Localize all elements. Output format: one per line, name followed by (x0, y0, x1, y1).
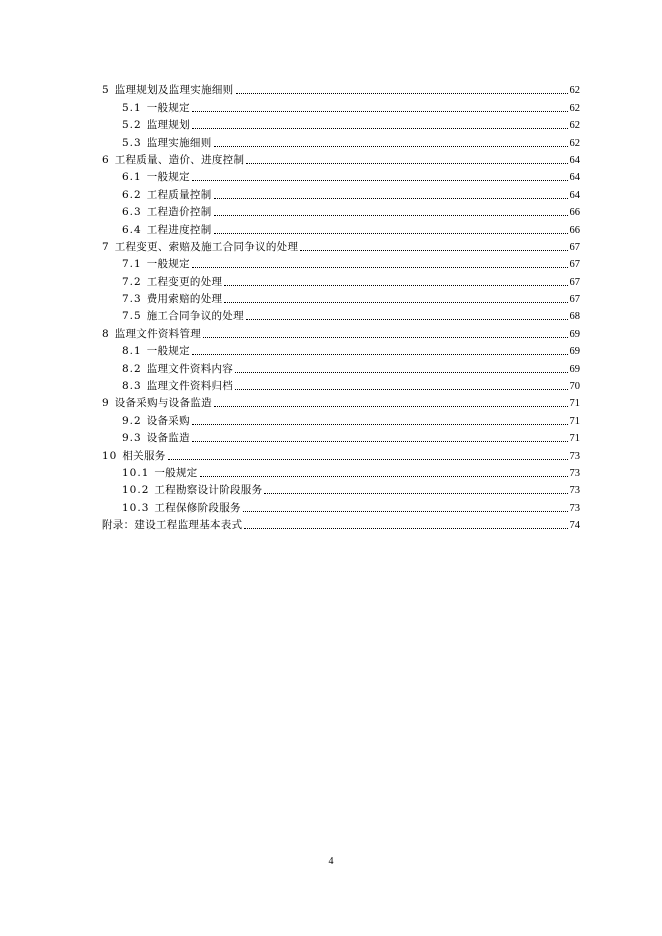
toc-entry-number: 7.3 (122, 293, 142, 306)
toc-entry-page: 62 (569, 137, 580, 149)
toc-entry-number: 8.3 (122, 380, 142, 393)
toc-entry-label (122, 258, 190, 271)
toc-section-entry[interactable] (102, 463, 580, 480)
toc-entry-title: 监理文件资料管理 (114, 327, 202, 340)
toc-entry-label (122, 415, 190, 428)
toc-entry-number: 10.2 (122, 484, 150, 497)
toc-entry-number: 6.2 (122, 188, 142, 201)
toc-entry-number: 7.1 (122, 258, 142, 271)
toc-dot-leader (168, 459, 568, 460)
toc-section-entry[interactable] (102, 410, 580, 427)
toc-entry-number: 5.1 (122, 101, 142, 114)
toc-section-entry[interactable] (102, 132, 580, 149)
toc-section-entry[interactable] (102, 271, 580, 288)
toc-chapter-entry[interactable] (102, 150, 580, 167)
toc-entry-number: 5 (102, 84, 110, 97)
toc-entry-page: 66 (569, 224, 580, 236)
toc-entry-page: 62 (569, 85, 580, 97)
toc-entry-page: 62 (569, 120, 580, 132)
toc-entry-number: 5.2 (122, 119, 142, 132)
toc-section-entry[interactable] (102, 219, 580, 236)
toc-dot-leader (214, 198, 568, 199)
toc-section-entry[interactable] (102, 167, 580, 184)
toc-entry-title: 附录：建设工程监理基本表式 (102, 519, 243, 532)
toc-section-entry[interactable] (102, 341, 580, 358)
toc-entry-title: 一般规定 (146, 345, 190, 358)
toc-entry-label (122, 363, 233, 376)
toc-chapter-entry[interactable] (102, 80, 580, 97)
toc-entry-page: 73 (569, 450, 580, 462)
toc-entry-title: 工程变更的处理 (146, 275, 223, 288)
toc-section-entry[interactable] (102, 428, 580, 445)
toc-section-entry[interactable] (102, 358, 580, 375)
toc-dot-leader (264, 493, 567, 494)
toc-chapter-entry[interactable] (102, 323, 580, 340)
toc-section-entry[interactable] (102, 306, 580, 323)
toc-entry-page: 67 (569, 294, 580, 306)
toc-entry-label (122, 467, 198, 480)
toc-dot-leader (246, 319, 568, 320)
toc-entry-label (102, 241, 298, 254)
toc-entry-number: 8.2 (122, 362, 142, 375)
toc-dot-leader (224, 302, 567, 303)
toc-chapter-entry[interactable] (102, 445, 580, 462)
toc-entry-title: 监理实施细则 (146, 136, 212, 149)
toc-entry-page: 73 (569, 502, 580, 514)
toc-entry-number: 10.1 (122, 466, 150, 479)
toc-entry-number: 7.2 (122, 275, 142, 288)
toc-section-entry[interactable] (102, 115, 580, 132)
toc-entry-label (122, 189, 212, 202)
toc-entry-label (122, 293, 222, 306)
toc-entry-page: 70 (569, 381, 580, 393)
toc-dot-leader (235, 372, 567, 373)
toc-dot-leader (203, 337, 567, 338)
toc-entry-title: 一般规定 (154, 466, 198, 479)
toc-entry-title: 相关服务 (122, 449, 166, 462)
toc-section-entry[interactable] (102, 202, 580, 219)
toc-entry-page: 67 (569, 276, 580, 288)
toc-entry-label (122, 310, 244, 323)
toc-entry-number: 7 (102, 240, 110, 253)
toc-entry-page: 69 (569, 363, 580, 375)
toc-entry-label (122, 171, 190, 184)
toc-entry-title: 设备监造 (146, 432, 190, 445)
toc-entry-number: 8 (102, 327, 110, 340)
toc-section-entry[interactable] (102, 184, 580, 201)
toc-entry-number: 6.3 (122, 206, 142, 219)
toc-entry-title: 监理文件资料归档 (146, 380, 234, 393)
toc-section-entry[interactable] (102, 497, 580, 514)
toc-entry-title: 工程造价控制 (146, 206, 212, 219)
toc-entry-page: 71 (569, 433, 580, 445)
toc-chapter-entry[interactable] (102, 393, 580, 410)
toc-dot-leader (243, 511, 568, 512)
toc-dot-leader (235, 389, 567, 390)
toc-dot-leader (200, 476, 568, 477)
toc-entry-label (122, 345, 190, 358)
toc-entry-label (122, 206, 212, 219)
table-of-contents (102, 80, 580, 532)
toc-entry-label (102, 84, 234, 97)
toc-dot-leader (192, 111, 568, 112)
toc-dot-leader (192, 441, 568, 442)
toc-entry-number: 6.1 (122, 171, 142, 184)
toc-entry-label (102, 328, 201, 341)
toc-entry-page: 66 (569, 207, 580, 219)
toc-entry-label (122, 102, 190, 115)
toc-entry-number: 10.3 (122, 501, 150, 514)
toc-entry-number: 10 (102, 449, 118, 462)
toc-entry-number: 6 (102, 153, 110, 166)
toc-dot-leader (246, 163, 567, 164)
toc-entry-title: 工程变更、索赔及施工合同争议的处理 (114, 240, 299, 253)
toc-entry-page: 64 (569, 189, 580, 201)
toc-dot-leader (192, 128, 568, 129)
toc-dot-leader (236, 93, 568, 94)
toc-entry-page: 71 (569, 398, 580, 410)
toc-dot-leader (192, 267, 568, 268)
toc-dot-leader (192, 424, 568, 425)
toc-dot-leader (214, 406, 568, 407)
toc-entry-title: 监理规划 (146, 119, 190, 132)
toc-entry-number: 8.1 (122, 345, 142, 358)
toc-entry-label (102, 519, 242, 532)
toc-entry-title: 工程进度控制 (146, 223, 212, 236)
toc-entry-label (102, 154, 244, 167)
toc-entry-number: 9.2 (122, 414, 142, 427)
toc-entry-page: 69 (569, 328, 580, 340)
toc-entry-page: 73 (569, 485, 580, 497)
toc-chapter-entry[interactable] (102, 237, 580, 254)
toc-entry-label (122, 502, 241, 515)
toc-section-entry[interactable] (102, 480, 580, 497)
toc-entry-page: 64 (569, 172, 580, 184)
toc-dot-leader (214, 233, 568, 234)
toc-section-entry[interactable] (102, 97, 580, 114)
toc-dot-leader (224, 285, 567, 286)
toc-entry-title: 工程质量、造价、进度控制 (114, 153, 245, 166)
toc-entry-page: 68 (569, 311, 580, 323)
toc-dot-leader (244, 528, 567, 529)
toc-entry-page: 64 (569, 154, 580, 166)
toc-entry-title: 工程勘察设计阶段服务 (154, 484, 263, 497)
toc-entry-label (102, 450, 166, 463)
toc-entry-label (122, 137, 212, 150)
toc-section-entry[interactable] (102, 289, 580, 306)
toc-entry-title: 费用索赔的处理 (146, 293, 223, 306)
toc-entry-title: 施工合同争议的处理 (146, 310, 244, 323)
page-number: 4 (328, 856, 334, 867)
toc-entry-label (122, 276, 222, 289)
toc-entry-label (122, 119, 190, 132)
toc-entry-title: 工程质量控制 (146, 188, 212, 201)
toc-chapter-entry[interactable] (102, 515, 580, 532)
toc-entry-title: 监理文件资料内容 (146, 362, 234, 375)
toc-section-entry[interactable] (102, 376, 580, 393)
toc-entry-label (122, 224, 212, 237)
toc-dot-leader (214, 146, 568, 147)
toc-dot-leader (192, 180, 568, 181)
toc-entry-page: 67 (569, 259, 580, 271)
toc-entry-number: 5.3 (122, 136, 142, 149)
toc-entry-number: 9 (102, 397, 110, 410)
toc-dot-leader (214, 215, 568, 216)
toc-entry-page: 62 (569, 102, 580, 114)
toc-entry-label (102, 397, 212, 410)
toc-entry-page: 67 (569, 241, 580, 253)
toc-section-entry[interactable] (102, 254, 580, 271)
toc-entry-title: 设备采购 (146, 414, 190, 427)
toc-entry-label (122, 484, 262, 497)
toc-entry-page: 73 (569, 467, 580, 479)
toc-entry-label (122, 432, 190, 445)
toc-entry-page: 74 (569, 520, 580, 532)
toc-entry-number: 6.4 (122, 223, 142, 236)
toc-entry-title: 监理规划及监理实施细则 (114, 84, 234, 97)
toc-entry-page: 69 (569, 346, 580, 358)
toc-entry-number: 9.3 (122, 432, 142, 445)
toc-entry-title: 设备采购与设备监造 (114, 397, 212, 410)
toc-entry-title: 工程保修阶段服务 (154, 501, 241, 514)
toc-entry-label (122, 380, 233, 393)
toc-entry-title: 一般规定 (146, 101, 190, 114)
toc-entry-number: 7.5 (122, 310, 142, 323)
toc-entry-title: 一般规定 (146, 171, 190, 184)
toc-dot-leader (300, 250, 567, 251)
toc-entry-page: 71 (569, 415, 580, 427)
toc-dot-leader (192, 354, 568, 355)
toc-entry-title: 一般规定 (146, 258, 190, 271)
